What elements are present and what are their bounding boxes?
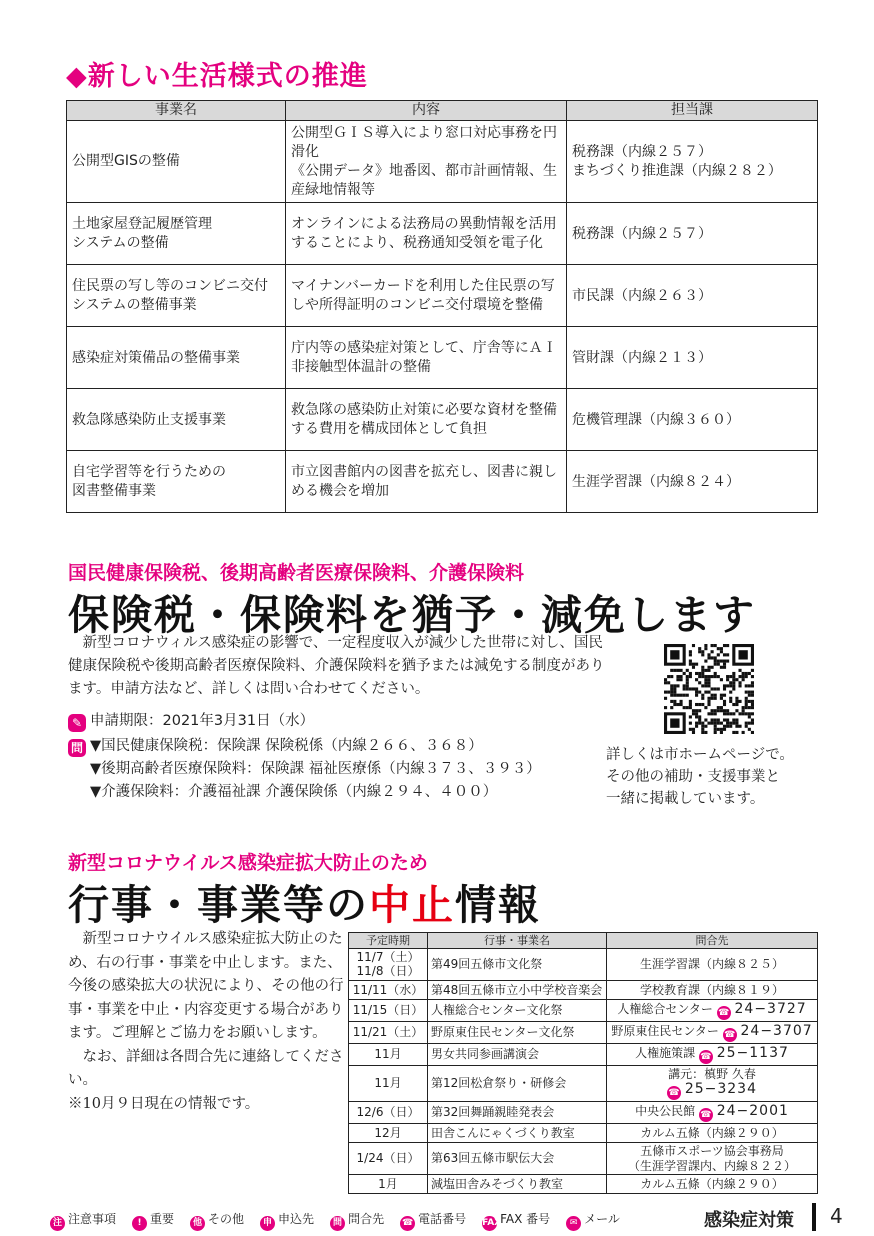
phone-icon: ☎ <box>668 1088 680 1099</box>
event-date: 1/24（日） <box>349 1143 428 1175</box>
contact-1: ▼国民健康保険税：保険課 保険税係（内線２６６、３６８） <box>90 738 483 754</box>
project-name: 住民票の写し等のコンビニ交付システムの整備事業 <box>67 265 286 327</box>
project-dept: 管財課（内線２１３） <box>567 327 818 389</box>
project-content: 庁内等の感染症対策として、庁舎等にＡＩ非接触型体温計の整備 <box>286 327 567 389</box>
event-contact: カルム五條（内線２９０） <box>607 1174 818 1193</box>
legend-icon: 申 <box>260 1216 275 1231</box>
paragraph: なお、詳細は各問合先に連絡してください。 <box>68 1048 344 1088</box>
event-name: 田舎こんにゃくづくり教室 <box>428 1124 607 1143</box>
footer-section-label: 感染症対策 <box>704 1210 794 1231</box>
contact-tel: 24−3727 <box>734 1000 807 1017</box>
legend-item <box>400 1210 466 1231</box>
contact-name: 人権施策課 <box>635 1045 696 1060</box>
event-contact: 学校教育課（内線８１９） <box>607 980 818 999</box>
phone-icon: ☎ <box>700 1051 712 1062</box>
table-row <box>349 1143 818 1175</box>
project-name: 感染症対策備品の整備事業 <box>67 327 286 389</box>
event-name: 減塩田舎みそづくり教室 <box>428 1174 607 1193</box>
legend-label: 電話番号 <box>418 1212 467 1226</box>
contact-tel: 24−3707 <box>740 1022 813 1039</box>
contact-name: 講元：槙野 久春 <box>668 1066 756 1081</box>
table-row <box>349 980 818 999</box>
title-pre: 行事・事業等の <box>68 881 369 929</box>
phone-icon: ☎ <box>718 1007 730 1018</box>
legend-label: その他 <box>208 1212 245 1226</box>
event-contact <box>607 1043 818 1065</box>
event-date: 11/7（土） 11/8（日） <box>349 949 428 981</box>
event-name: 第49回五條市文化祭 <box>428 949 607 981</box>
pen-icon: ✎ <box>68 714 86 732</box>
contact-row-2: ▼後期高齢者医療保険料：保険課 福祉医療係（内線３７３、３９３） <box>90 761 541 777</box>
paragraph: ※10月９日現在の情報です。 <box>68 1095 260 1112</box>
legend-icon: ☎ <box>400 1216 415 1231</box>
qr-caption-line: 詳しくは市ホームページで。 <box>606 747 794 763</box>
legend-item <box>260 1210 314 1231</box>
header-date: 予定時期 <box>349 933 428 949</box>
legend-item <box>566 1210 620 1231</box>
event-date: 11月 <box>349 1043 428 1065</box>
table-header-row <box>67 101 818 121</box>
contact-tel: 25−3234 <box>684 1081 757 1098</box>
contact-row-1 <box>68 734 483 757</box>
qr-caption <box>606 744 794 810</box>
header-contact: 問合先 <box>607 933 818 949</box>
section2-subtitle: 国民健康保険税、後期高齢者医療保険料、介護保険料 <box>68 562 525 584</box>
header-dept: 担当課 <box>567 101 818 121</box>
header-project: 事業名 <box>67 101 286 121</box>
legend-item <box>132 1210 174 1231</box>
contact-name: 野原東住民センター <box>611 1023 719 1038</box>
event-contact: 生涯学習課（内線８２５） <box>607 949 818 981</box>
title-red: 中止 <box>369 881 455 929</box>
event-name: 第12回松倉祭り・研修会 <box>428 1065 607 1101</box>
event-name: 野原東住民センター文化祭 <box>428 1021 607 1043</box>
icon-legend <box>50 1210 636 1231</box>
event-name: 人権総合センター文化祭 <box>428 999 607 1021</box>
legend-item <box>190 1210 244 1231</box>
event-name: 男女共同参画講演会 <box>428 1043 607 1065</box>
project-dept: 税務課（内線２５７） <box>567 203 818 265</box>
legend-item <box>482 1210 550 1231</box>
project-name: 救急隊感染防止支援事業 <box>67 389 286 451</box>
legend-label: FAX 番号 <box>500 1212 551 1226</box>
contact-row-3: ▼介護保険料：介護福祉課 介護保険係（内線２９４、４００） <box>90 784 498 800</box>
event-contact: 五條市スポーツ協会事務局 （生涯学習課内、内線８２２） <box>607 1143 818 1175</box>
new-lifestyle-table <box>66 100 818 513</box>
event-date: 1月 <box>349 1174 428 1193</box>
event-name: 第48回五條市立小中学校音楽会 <box>428 980 607 999</box>
legend-icon: 注 <box>50 1216 65 1231</box>
project-name: 自宅学習等を行うための 図書整備事業 <box>67 451 286 513</box>
legend-item <box>50 1210 116 1231</box>
section2-title: 保険税・保険料を猶予・減免します <box>68 591 756 639</box>
section1-heading: ◆新しい生活様式の推進 <box>66 61 368 92</box>
event-date: 11/21（土） <box>349 1021 428 1043</box>
legend-label: 申込先 <box>278 1212 315 1226</box>
legend-label: 問合先 <box>348 1212 385 1226</box>
table-row <box>349 1174 818 1193</box>
table-row <box>349 1102 818 1124</box>
phone-icon: ☎ <box>700 1110 712 1121</box>
event-date: 11月 <box>349 1065 428 1101</box>
event-contact <box>607 1102 818 1124</box>
paragraph: 新型コロナウイルス感染症拡大防止のため、右の行事・事業を中止します。また、今後の感染拡大の状況により、その他の行事・事業を中止・内容変更する場合があります。ご理解とご協力をお願いします。 <box>68 931 344 1041</box>
contact-tel: 25−1137 <box>716 1044 789 1061</box>
section3-subtitle: 新型コロナウイルス感染症拡大防止のため <box>68 852 428 874</box>
title-post: 情報 <box>455 881 541 929</box>
project-dept: 税務課（内線２５７） まちづくり推進課（内線２８２） <box>567 120 818 203</box>
event-name: 第63回五條市駅伝大会 <box>428 1143 607 1175</box>
footer-divider <box>812 1203 816 1231</box>
project-content: 救急隊の感染防止対策に必要な資材を整備する費用を構成団体として負担 <box>286 389 567 451</box>
legend-icon: FAX <box>482 1216 497 1231</box>
legend-label: 重要 <box>150 1212 175 1226</box>
table-row <box>67 451 818 513</box>
event-contact <box>607 1021 818 1043</box>
qr-caption-line: その他の補助・支援事業と <box>606 769 780 785</box>
section2-body: 新型コロナウィルス感染症の影響で、一定程度収入が減少した世帯に対し、国民健康保険税や後期高齢者医療保険料、介護保険料を猶予または減免する制度があります。申請方法など、詳しくは問い合わせてください。 <box>68 635 605 697</box>
qr-code-icon <box>664 644 754 734</box>
project-content: 公開型ＧＩＳ導入により窓口対応事務を円滑化 《公開データ》地番図、都市計画情報、生産緑地情報等 <box>286 120 567 203</box>
project-dept: 市民課（内線２６３） <box>567 265 818 327</box>
deadline-text: 申請期限：2021年3月31日（水） <box>90 713 315 729</box>
table-row <box>67 203 818 265</box>
legend-label: 注意事項 <box>68 1212 117 1226</box>
section3-body <box>68 928 344 1116</box>
header-content: 内容 <box>286 101 567 121</box>
event-name: 第32回舞踊親睦発表会 <box>428 1102 607 1124</box>
project-name: 公開型GISの整備 <box>67 120 286 203</box>
table-row <box>67 265 818 327</box>
legend-icon: ! <box>132 1216 147 1231</box>
section3-title <box>68 872 541 931</box>
legend-icon: ✉ <box>566 1216 581 1231</box>
event-contact <box>607 1065 818 1101</box>
phone-icon: ☎ <box>724 1029 736 1040</box>
project-content: マイナンバーカードを利用した住民票の写しや所得証明のコンビニ交付環境を整備 <box>286 265 567 327</box>
legend-icon: 問 <box>330 1216 345 1231</box>
inquiry-icon: 問 <box>68 739 86 757</box>
header-event: 行事・事業名 <box>428 933 607 949</box>
legend-item <box>330 1210 384 1231</box>
project-content: 市立図書館内の図書を拡充し、図書に親しめる機会を増加 <box>286 451 567 513</box>
event-date: 11/11（水） <box>349 980 428 999</box>
event-date: 12/6（日） <box>349 1102 428 1124</box>
contact-tel: 24−2001 <box>716 1103 789 1120</box>
legend-icon: 他 <box>190 1216 205 1231</box>
project-name: 土地家屋登記履歴管理 システムの整備 <box>67 203 286 265</box>
contact-name: 人権総合センター <box>617 1001 713 1016</box>
event-contact <box>607 999 818 1021</box>
project-dept: 危機管理課（内線３６０） <box>567 389 818 451</box>
table-row <box>67 120 818 203</box>
deadline-row <box>68 709 314 732</box>
table-row <box>67 327 818 389</box>
table-row <box>67 389 818 451</box>
event-date: 12月 <box>349 1124 428 1143</box>
project-dept: 生涯学習課（内線８２４） <box>567 451 818 513</box>
table-row <box>349 999 818 1021</box>
legend-label: メール <box>584 1212 620 1226</box>
contact-name: 中央公民館 <box>635 1104 696 1119</box>
table-row <box>349 1065 818 1101</box>
table-header-row <box>349 933 818 949</box>
event-contact: カルム五條（内線２９０） <box>607 1124 818 1143</box>
qr-caption-line: 一緒に掲載しています。 <box>606 791 765 807</box>
table-row <box>349 949 818 981</box>
table-row <box>349 1021 818 1043</box>
table-row <box>349 1043 818 1065</box>
page-number: 4 <box>830 1204 843 1228</box>
event-date: 11/15（日） <box>349 999 428 1021</box>
table-row <box>349 1124 818 1143</box>
project-content: オンラインによる法務局の異動情報を活用することにより、税務通知受領を電子化 <box>286 203 567 265</box>
cancelled-events-table <box>348 932 818 1194</box>
